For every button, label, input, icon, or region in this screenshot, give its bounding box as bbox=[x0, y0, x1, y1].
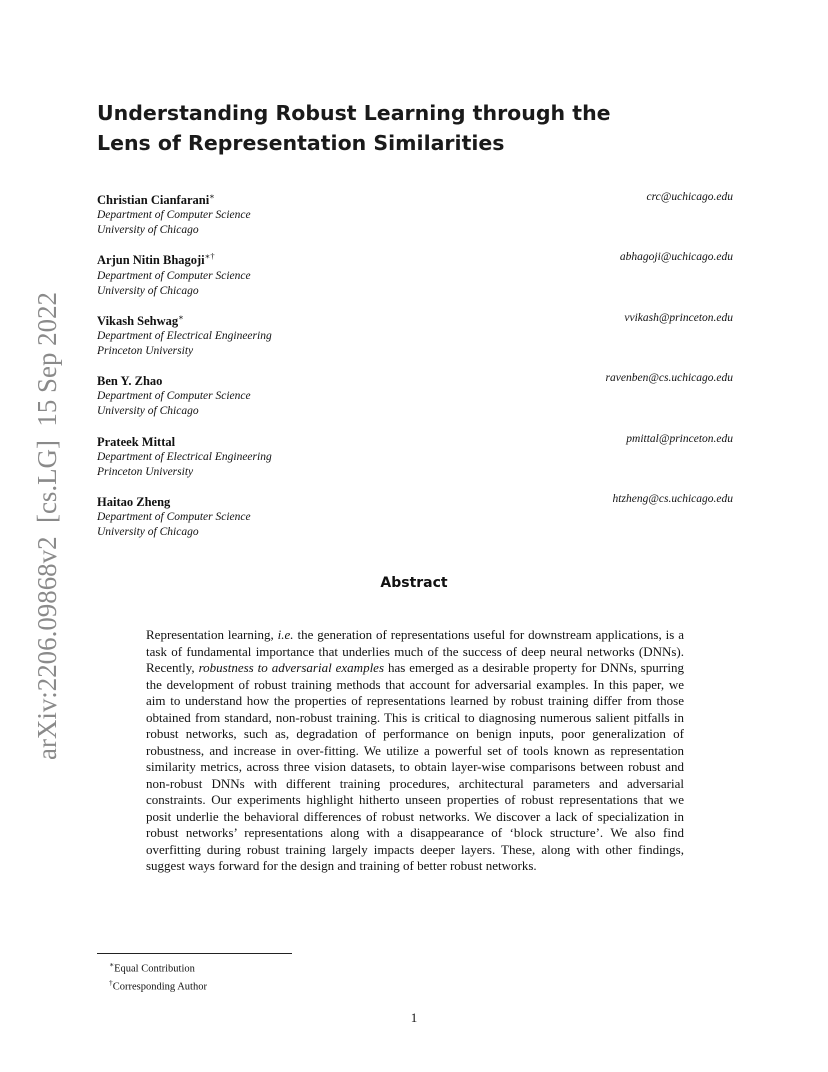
author-affiliation: University of Chicago bbox=[97, 405, 199, 418]
footnote-divider bbox=[97, 953, 292, 954]
author-department: Department of Computer Science bbox=[97, 209, 251, 222]
footnote-text: Equal Contribution bbox=[114, 963, 195, 975]
author-block bbox=[97, 248, 733, 308]
author-affiliation: University of Chicago bbox=[97, 284, 199, 297]
author-email: pmittal@princeton.edu bbox=[626, 432, 733, 445]
abstract-segment-italic: i.e. bbox=[277, 627, 294, 642]
author-marks: ∗ bbox=[178, 311, 184, 322]
author-affiliation: Princeton University bbox=[97, 344, 194, 357]
author-block bbox=[97, 309, 733, 369]
abstract-segment: Representation learning, bbox=[146, 627, 278, 642]
abstract-heading: Abstract bbox=[380, 575, 448, 591]
author-block bbox=[97, 490, 733, 550]
title-line-1: Understanding Robust Learning through the bbox=[97, 101, 611, 125]
author-name: Ben Y. Zhao bbox=[97, 374, 163, 389]
arxiv-identifier-text: arXiv:2206.09868v2 [cs.LG] 15 Sep 2022 bbox=[32, 290, 62, 760]
author-block bbox=[97, 430, 733, 490]
author-name: Vikash Sehwag∗ bbox=[97, 311, 184, 328]
author-marks: ∗ bbox=[209, 191, 215, 201]
author-department: Department of Electrical Engineering bbox=[97, 329, 272, 342]
footnote-mark: ∗ bbox=[109, 960, 115, 969]
author-affiliation: University of Chicago bbox=[97, 224, 199, 237]
footnote-item bbox=[109, 976, 207, 994]
arxiv-identifier-stamp bbox=[8, 290, 70, 760]
author-email: crc@uchicago.edu bbox=[646, 191, 733, 203]
paper-title bbox=[97, 98, 737, 158]
author-block bbox=[97, 188, 733, 248]
abstract-text bbox=[146, 627, 684, 875]
author-affiliation: University of Chicago bbox=[97, 526, 199, 539]
abstract-segment: the generation of representations useful for downstream applications, is a task of fundamental importance that underlies much of the success of deep neural networks (DNNs). Recently, bbox=[146, 627, 684, 675]
author-marks: ∗† bbox=[204, 251, 215, 262]
footnote-item bbox=[109, 958, 207, 976]
author-affiliation: Princeton University bbox=[97, 465, 194, 478]
author-name: Prateek Mittal bbox=[97, 434, 176, 449]
author-list bbox=[97, 188, 733, 550]
author-email: htzheng@cs.uchicago.edu bbox=[612, 492, 733, 505]
footnote-text: Corresponding Author bbox=[112, 981, 207, 993]
footnotes bbox=[109, 958, 207, 994]
author-department: Department of Computer Science bbox=[97, 390, 251, 403]
abstract-segment: has emerged as a desirable property for DNNs, spurring the development of robust training methods that account for adversarial examples. In this paper, we aim to understand how the properties of representations learned by robust training differ from those obtained from standard, non-robust training. This is critical to diagnosing numerous salient pitfalls in robust networks, such as, degradation of performance on benign inputs, poor generalization of robustness, and increase in over-fitting. We utilize a powerful set of tools known as representation similarity metrics, across three vision datasets, to obtain layer-wise comparisons between robust and non-robust DNNs with different training procedures, architectural parameters and adversarial constraints. Our experiments highlight hitherto unseen properties of robust representations that we posit underlie the behavioral differences of robust networks. We discover a lack of specialization in robust networks’ representations along with a disappearance of ‘block structure’. We also find overfitting during robust training largely impacts deeper layers. These, along with other findings, suggest ways forward for the design and training of better robust networks. bbox=[146, 660, 684, 873]
page-number: 1 bbox=[410, 1010, 418, 1025]
author-email: abhagoji@uchicago.edu bbox=[619, 251, 733, 264]
abstract-segment-italic: robustness to adversarial examples bbox=[198, 660, 385, 675]
author-name: Arjun Nitin Bhagoji∗† bbox=[97, 251, 215, 268]
author-department: Department of Computer Science bbox=[97, 511, 251, 524]
title-line-2: Lens of Representation Similarities bbox=[97, 131, 505, 155]
author-name: Christian Cianfarani∗ bbox=[97, 191, 215, 208]
footnote-mark: † bbox=[109, 978, 113, 987]
author-block bbox=[97, 369, 733, 429]
author-email: ravenben@cs.uchicago.edu bbox=[605, 372, 733, 385]
author-department: Department of Electrical Engineering bbox=[97, 450, 272, 463]
author-department: Department of Computer Science bbox=[97, 269, 251, 282]
author-name: Haitao Zheng bbox=[97, 495, 171, 510]
author-email: vvikash@princeton.edu bbox=[624, 311, 733, 324]
